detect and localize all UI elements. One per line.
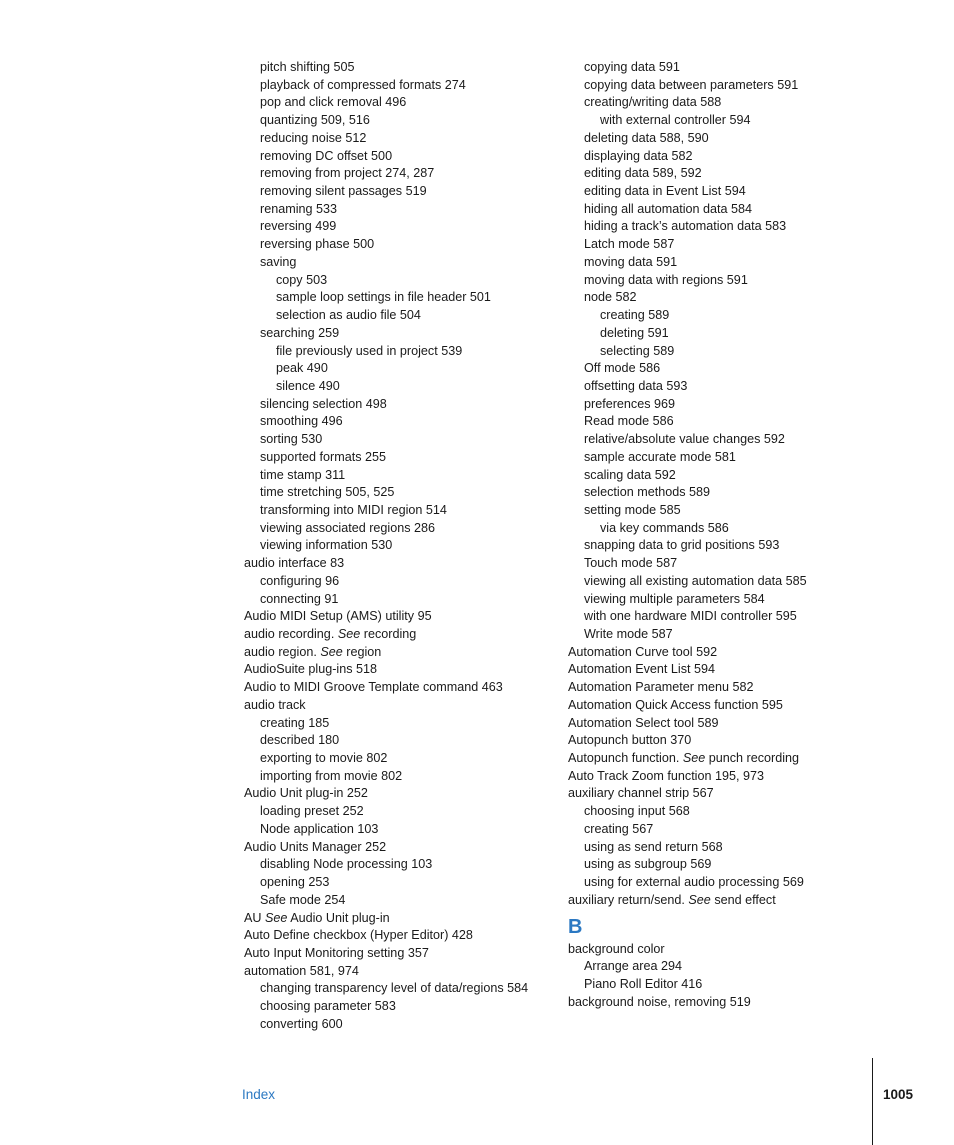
index-entry: reversing 499 xyxy=(260,219,337,234)
index-entry: time stamp 311 xyxy=(260,467,346,482)
index-entry: Write mode 587 xyxy=(584,627,673,641)
index-entry: AudioSuite plug-ins 518 xyxy=(244,662,378,677)
index-entry: audio track xyxy=(244,697,306,712)
index-entry: using as send return 568 xyxy=(584,839,723,854)
index-entry: creating 567 xyxy=(584,821,654,836)
index-entry: choosing parameter 583 xyxy=(260,999,396,1014)
entry-term: Autopunch function. xyxy=(568,751,683,766)
index-entry: editing data in Event List 594 xyxy=(584,184,746,199)
index-entry: selecting 589 xyxy=(600,343,675,358)
index-entry: opening 253 xyxy=(260,875,330,890)
index-entry: loading preset 252 xyxy=(260,804,364,819)
index-entry: selection as audio file 504 xyxy=(276,308,421,323)
footer-section-label: Index xyxy=(242,1087,276,1102)
index-entry: copying data 591 xyxy=(584,60,680,74)
see-reference-label: See xyxy=(265,910,288,925)
index-entry: sample accurate mode 581 xyxy=(584,449,736,464)
index-entry xyxy=(244,626,564,644)
index-entry: scaling data 592 xyxy=(584,467,676,482)
index-entry: Audio MIDI Setup (AMS) utility 95 xyxy=(244,609,432,624)
see-reference-label: See xyxy=(682,751,706,766)
index-entry: converting 600 xyxy=(260,1016,343,1031)
entry-term: audio recording. xyxy=(244,627,338,641)
index-entry: Automation Select tool 589 xyxy=(568,715,719,730)
index-entry: auxiliary channel strip 567 xyxy=(568,786,714,801)
index-entry: offsetting data 593 xyxy=(584,378,688,393)
index-entry: viewing all existing automation data 585 xyxy=(584,573,807,588)
index-entry: playback of compressed formats 274 xyxy=(260,77,466,92)
index-entry: Automation Parameter menu 582 xyxy=(568,680,754,695)
see-reference-target: region xyxy=(342,644,382,659)
see-reference-label: See xyxy=(337,627,361,641)
index-entry: copying data between parameters 591 xyxy=(584,77,799,92)
index-entry: node 582 xyxy=(584,290,637,305)
see-reference-target: Audio Unit plug-in xyxy=(287,910,390,925)
index-entry: Autopunch button 370 xyxy=(568,733,692,748)
index-entry: background noise, removing 519 xyxy=(568,994,751,1009)
index-entry: moving data with regions 591 xyxy=(584,272,748,287)
index-entry: supported formats 255 xyxy=(260,449,387,464)
index-entry: Automation Curve tool 592 xyxy=(568,644,718,659)
index-entry: editing data 589, 592 xyxy=(584,166,702,181)
index-entry: exporting to movie 802 xyxy=(260,751,388,766)
index-entry: Safe mode 254 xyxy=(260,892,346,907)
index-entry: searching 259 xyxy=(260,325,340,340)
index-entry: choosing input 568 xyxy=(584,804,690,819)
index-entry: moving data 591 xyxy=(584,254,678,269)
index-entry xyxy=(568,892,888,910)
index-entry xyxy=(568,750,888,768)
index-entry: disabling Node processing 103 xyxy=(260,857,433,872)
index-entry: Audio Unit plug-in 252 xyxy=(244,786,368,801)
see-reference-target: recording xyxy=(360,627,417,641)
index-entry: sample loop settings in file header 501 xyxy=(276,290,491,305)
index-entry: hiding a track’s automation data 583 xyxy=(584,219,787,234)
index-entry: removing from project 274, 287 xyxy=(260,166,435,181)
index-entry: Node application 103 xyxy=(260,821,379,836)
index-entry: silencing selection 498 xyxy=(260,396,387,411)
index-entry: displaying data 582 xyxy=(584,148,693,163)
letter-heading: B xyxy=(568,915,583,938)
footer-divider xyxy=(872,1058,873,1145)
index-entry: pitch shifting 505 xyxy=(260,60,355,74)
index-entry: viewing multiple parameters 584 xyxy=(584,591,765,606)
index-entry: quantizing 509, 516 xyxy=(260,113,370,128)
index-entry: with external controller 594 xyxy=(600,113,751,128)
see-reference-label: See xyxy=(320,644,343,659)
index-entry: selection methods 589 xyxy=(584,485,711,500)
index-entry: viewing associated regions 286 xyxy=(260,520,436,535)
index-entry: configuring 96 xyxy=(260,573,340,588)
index-entry: snapping data to grid positions 593 xyxy=(584,538,780,553)
index-entry: saving xyxy=(260,254,297,269)
index-entry: with one hardware MIDI controller 595 xyxy=(584,609,797,624)
page-number: 1005 xyxy=(883,1087,914,1102)
index-entry: using for external audio processing 569 xyxy=(584,875,804,890)
index-entry: copy 503 xyxy=(276,272,328,287)
index-entry: removing DC offset 500 xyxy=(260,148,393,163)
index-entry: Auto Track Zoom function 195, 973 xyxy=(568,768,765,783)
entry-term: AU xyxy=(244,910,265,925)
index-entry: Auto Define checkbox (Hyper Editor) 428 xyxy=(244,928,473,943)
index-entry: Read mode 586 xyxy=(584,414,674,429)
index-entry: creating/writing data 588 xyxy=(584,95,722,110)
index-entry: transforming into MIDI region 514 xyxy=(260,502,447,517)
index-entry: file previously used in project 539 xyxy=(276,343,463,358)
index-entry: reducing noise 512 xyxy=(260,130,367,145)
index-entry: time stretching 505, 525 xyxy=(260,485,395,500)
index-entry: Off mode 586 xyxy=(584,361,661,376)
index-entry: Audio Units Manager 252 xyxy=(244,839,387,854)
index-entry: Audio to MIDI Groove Template command 463 xyxy=(244,680,503,695)
index-entry: sorting 530 xyxy=(260,432,323,447)
index-entry: Automation Event List 594 xyxy=(568,662,716,677)
index-entry: Auto Input Monitoring setting 357 xyxy=(244,945,429,960)
index-entry: Touch mode 587 xyxy=(584,556,678,571)
index-entry: Arrange area 294 xyxy=(584,959,683,974)
index-entry: renaming 533 xyxy=(260,201,338,216)
index-entry: removing silent passages 519 xyxy=(260,184,427,199)
entry-term: auxiliary return/send. xyxy=(568,892,689,907)
index-entry: smoothing 496 xyxy=(260,414,343,429)
index-entry: deleting data 588, 590 xyxy=(584,130,709,145)
index-entry: automation 581, 974 xyxy=(244,963,359,978)
index-entry xyxy=(244,644,564,662)
index-entry: Latch mode 587 xyxy=(584,237,675,252)
index-entry: changing transparency level of data/regions 584 xyxy=(260,981,529,996)
index-entry: hiding all automation data 584 xyxy=(584,201,753,216)
index-entry: relative/absolute value changes 592 xyxy=(584,432,785,447)
index-column-right xyxy=(568,59,888,1011)
index-entry: peak 490 xyxy=(276,361,328,376)
index-entry: setting mode 585 xyxy=(584,502,681,517)
index-entry xyxy=(244,910,564,928)
index-entry: via key commands 586 xyxy=(600,520,729,535)
see-reference-target: punch recording xyxy=(705,751,800,766)
index-entry: background color xyxy=(568,941,665,956)
index-entry: reversing phase 500 xyxy=(260,237,375,252)
index-entry: described 180 xyxy=(260,733,340,748)
index-entry: connecting 91 xyxy=(260,591,339,606)
index-entry: pop and click removal 496 xyxy=(260,95,407,110)
see-reference-label: See xyxy=(688,892,711,907)
index-entry: preferences 969 xyxy=(584,396,676,411)
entry-term: audio region. xyxy=(244,644,321,659)
index-column-left xyxy=(244,59,564,1034)
index-entry: audio interface 83 xyxy=(244,556,345,571)
index-entry: Automation Quick Access function 595 xyxy=(568,697,783,712)
index-entry: deleting 591 xyxy=(600,325,669,340)
index-entry: Piano Roll Editor 416 xyxy=(584,976,703,991)
index-entry: importing from movie 802 xyxy=(260,768,403,783)
index-entry: creating 185 xyxy=(260,715,330,730)
index-entry: viewing information 530 xyxy=(260,538,393,553)
index-entry: creating 589 xyxy=(600,308,670,323)
index-entry: silence 490 xyxy=(276,378,340,393)
see-reference-target: send effect xyxy=(710,892,776,907)
index-entry: using as subgroup 569 xyxy=(584,857,712,872)
